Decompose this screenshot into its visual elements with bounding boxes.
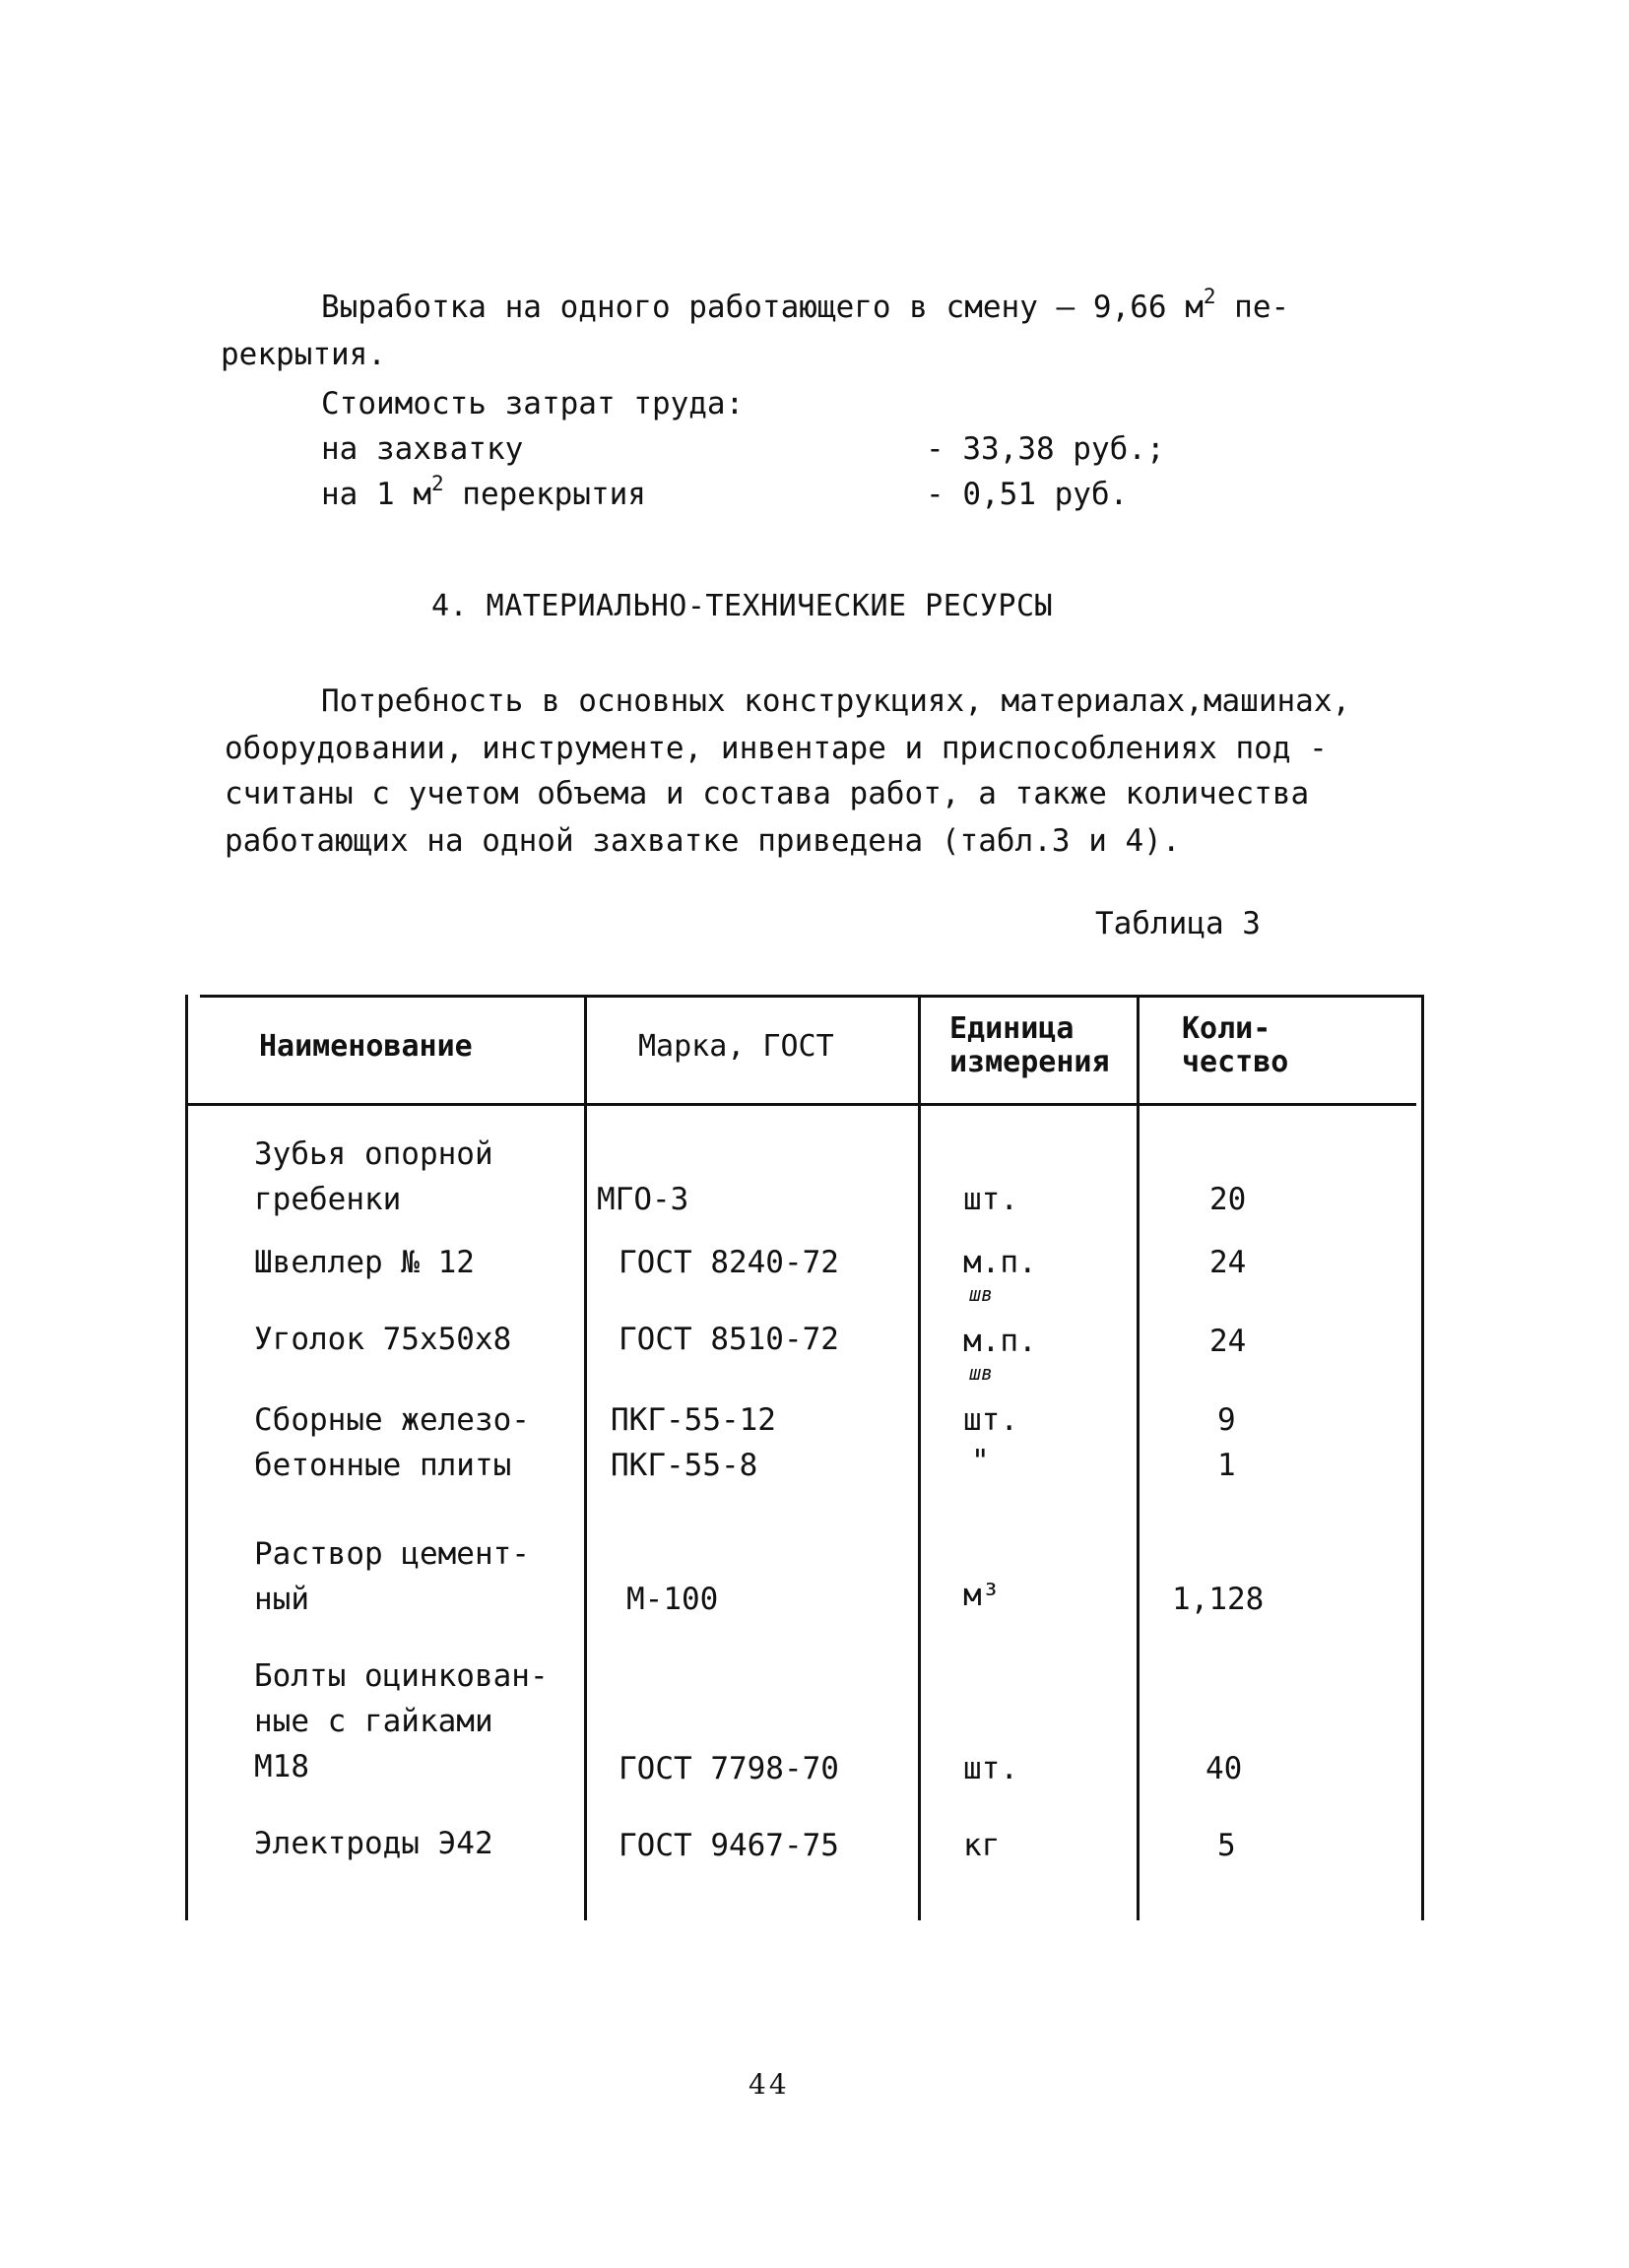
table-cell-mark: ПКГ-55-12: [611, 1402, 776, 1438]
table-cell-name: Болты оцинкован-: [254, 1658, 549, 1694]
table-cell-name: Уголок 75х50х8: [254, 1322, 512, 1357]
header-name: Наименование: [259, 1029, 473, 1064]
table-cell-unit: кг: [963, 1828, 1001, 1863]
table-cell-unit: м.п.: [963, 1324, 1037, 1359]
cost-title: Стоимость затрат труда:: [321, 386, 745, 421]
paragraph-line: Потребность в основных конструкциях, материалах,машинах,: [321, 683, 1351, 719]
table-cell-unit: шт.: [963, 1751, 1018, 1786]
section-heading: 4. МАТЕРИАЛЬНО-ТЕХНИЧЕСКИЕ РЕСУРСЫ: [431, 589, 1054, 623]
table-cell-qty: 5: [1217, 1828, 1236, 1863]
column-rule: [584, 995, 587, 1920]
table-cell-unit: шт.: [963, 1182, 1018, 1217]
superscript: 2: [430, 472, 444, 495]
table-cell-mark: М-100: [626, 1582, 719, 1617]
table-cell-unit: м.п.: [963, 1245, 1037, 1280]
handwritten-note: шв: [969, 1282, 994, 1306]
cost-label-text: на захватку: [321, 431, 524, 467]
table-caption: Таблица 3: [1095, 906, 1261, 941]
table-cell-mark: ГОСТ 9467-75: [619, 1828, 839, 1863]
table-cell-qty: 20: [1209, 1182, 1247, 1217]
table-cell-mark: МГО-3: [597, 1182, 689, 1217]
cost-value-2: - 0,51 руб.: [926, 477, 1129, 512]
table-cell-name: бетонные плиты: [254, 1448, 512, 1483]
handwritten-note: шв: [969, 1361, 994, 1385]
paragraph-line: оборудовании, инструменте, инвентаре и приспособлениях под -: [225, 731, 1328, 766]
table-top-rule: [200, 995, 1423, 998]
table-cell-mark: ГОСТ 7798-70: [619, 1751, 839, 1786]
table-header-rule: [185, 1103, 1416, 1106]
header-qty: Коли-: [1182, 1011, 1271, 1046]
column-rule: [1137, 995, 1140, 1920]
cost-label-2: [321, 472, 646, 517]
table-cell-mark: ПКГ-55-8: [611, 1448, 758, 1483]
table-cell-name: Раствор цемент-: [254, 1536, 530, 1572]
page-number: 44: [749, 2068, 790, 2101]
cost-label-text: на 1 м: [321, 477, 431, 512]
table-cell-name: Электроды Э42: [254, 1826, 493, 1861]
paragraph-line: работающих на одной захватке приведена (табл.3 и 4).: [225, 823, 1181, 859]
table-cell-unit: м³: [963, 1578, 1001, 1613]
table-cell-qty: 1,128: [1172, 1582, 1265, 1617]
table-cell-name: Сборные железо-: [254, 1402, 530, 1438]
paragraph-line: считаны с учетом объема и состава работ, а также количества: [225, 776, 1310, 811]
table-cell-name: М18: [254, 1749, 309, 1784]
table-cell-name: ный: [254, 1582, 309, 1617]
table-cell-name: гребенки: [254, 1182, 402, 1217]
header-unit: измерения: [949, 1045, 1110, 1079]
header-unit: Единица: [949, 1011, 1075, 1046]
table-cell-qty: 1: [1217, 1448, 1236, 1483]
column-rule: [185, 995, 188, 1920]
table-cell-qty: 40: [1205, 1751, 1243, 1786]
cost-label-tail: перекрытия: [443, 477, 646, 512]
output-text: Выработка на одного работающего в смену – 9,66 м: [321, 290, 1204, 325]
cost-value-1: - 33,38 руб.;: [926, 431, 1165, 467]
table-cell-mark: ГОСТ 8240-72: [619, 1245, 839, 1280]
header-mark: Марка, ГОСТ: [638, 1029, 834, 1064]
column-rule: [918, 995, 921, 1920]
table-cell-name: ные с гайками: [254, 1704, 493, 1739]
header-qty: чество: [1182, 1045, 1289, 1079]
materials-table: [185, 995, 1428, 1920]
table-cell-name: Швеллер № 12: [254, 1245, 475, 1280]
table-cell-qty: 9: [1217, 1402, 1236, 1438]
table-cell-mark: ГОСТ 8510-72: [619, 1322, 839, 1357]
column-rule: [1421, 995, 1424, 1920]
superscript: 2: [1203, 285, 1216, 308]
table-cell-name: Зубья опорной: [254, 1136, 493, 1172]
output-line: [321, 285, 1290, 330]
cost-label-1: [321, 429, 523, 469]
output-line-cont: рекрытия.: [221, 337, 386, 372]
output-text-tail: пе-: [1215, 290, 1290, 325]
table-cell-unit: ": [971, 1444, 990, 1479]
table-cell-unit: шт.: [963, 1402, 1018, 1438]
table-cell-qty: 24: [1209, 1324, 1247, 1359]
table-cell-qty: 24: [1209, 1245, 1247, 1280]
